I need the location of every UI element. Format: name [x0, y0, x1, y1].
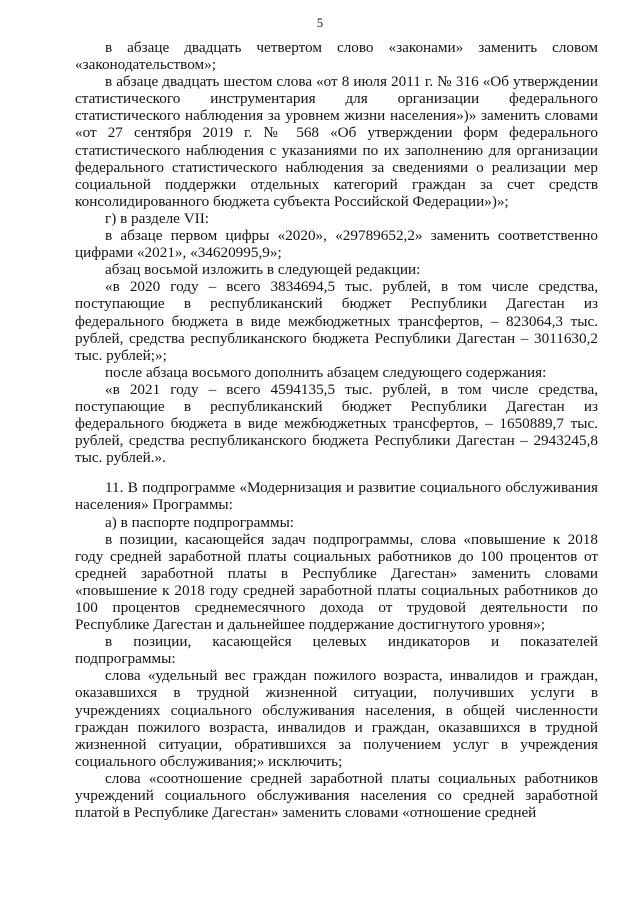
paragraph: абзац восьмой изложить в следующей редакции:: [105, 261, 421, 279]
paragraph: г) в разделе VII:: [105, 209, 209, 227]
paragraph: после абзаца восьмого дополнить абзацем следующего содержания:: [105, 363, 547, 381]
paragraph: слова «удельный вес граждан пожилого возраста, инвалидов и граждан, оказавшихся в трудной жизненной ситуации, получивших услуги в учреждениях социального обслуживания населения, в общей численности граждан пожилого возраста, инвалидов и граждан, оказавшихся в трудной жизненной ситуации, обратившихся за получением услуг в учреждения социального обслуживания;» исключить;: [75, 667, 598, 770]
paragraph: а) в паспорте подпрограммы:: [105, 513, 294, 531]
paragraph: в абзаце двадцать шестом слова «от 8 июля 2011 г. № 316 «Об утверждении статистического инструментария для организации федерального статистического наблюдения за уровнем жизни населения»)» заменить словами «от 27 сентября 2019 г. № 568 «Об утверждении форм федерального статистического наблюдения с указаниями по их заполнению для организации федерального статистического наблюдения за сведениями о реализации мер социальной поддержки отдельных категорий граждан за счет средств консолидированного бюджета субъекта Российской Федерации»)»;: [75, 73, 598, 210]
paragraph: «в 2021 году – всего 4594135,5 тыс. рублей, в том числе средства, поступающие в республиканский бюджет Республики Дагестан из федерального бюджета в виде межбюджетных трансфертов, – 1650889,7 тыс. рублей, средства республиканского бюджета Республики Дагестан – 2943245,8 тыс. рублей.».: [75, 380, 598, 467]
paragraph: в позиции, касающейся задач подпрограммы, слова «повышение к 2018 году средней заработной платы социальных работников до 100 процентов от средней заработной платы в Республике Дагестан» заменить словами «повышение к 2018 году средней заработной платы социальных работников до 100 процентов среднемесячного дохода от трудовой деятельности по Республике Дагестан и дальнейшее поддержание достигнутого уровня»;: [75, 530, 598, 634]
paragraph: в абзаце первом цифры «2020», «29789652,2» заменить соответственно цифрами «2021», «34620995,9»;: [75, 227, 598, 262]
section-heading: 11. В подпрограмме «Модернизация и развитие социального обслуживания населения» Программы:: [75, 479, 598, 514]
document-body: [75, 39, 598, 821]
paragraph: слова «соотношение средней заработной платы социальных работников учреждений социального обслуживания населения со средней заработной платой в Республике Дагестан» заменить словами «отношение средней: [75, 769, 598, 822]
page-number: 5: [316, 16, 324, 30]
paragraph: «в 2020 году – всего 3834694,5 тыс. рублей, в том числе средства, поступающие в республиканский бюджет Республики Дагестан из федерального бюджета в виде межбюджетных трансфертов, – 823064,3 тыс. рублей, средства республиканского бюджета Республики Дагестан – 3011630,2 тыс. рублей;»;: [75, 278, 598, 364]
paragraph: в абзаце двадцать четвертом слово «законами» заменить словом «законодательством»;: [75, 39, 598, 74]
paragraph: в позиции, касающейся целевых индикаторов и показателей подпрограммы:: [75, 633, 598, 668]
